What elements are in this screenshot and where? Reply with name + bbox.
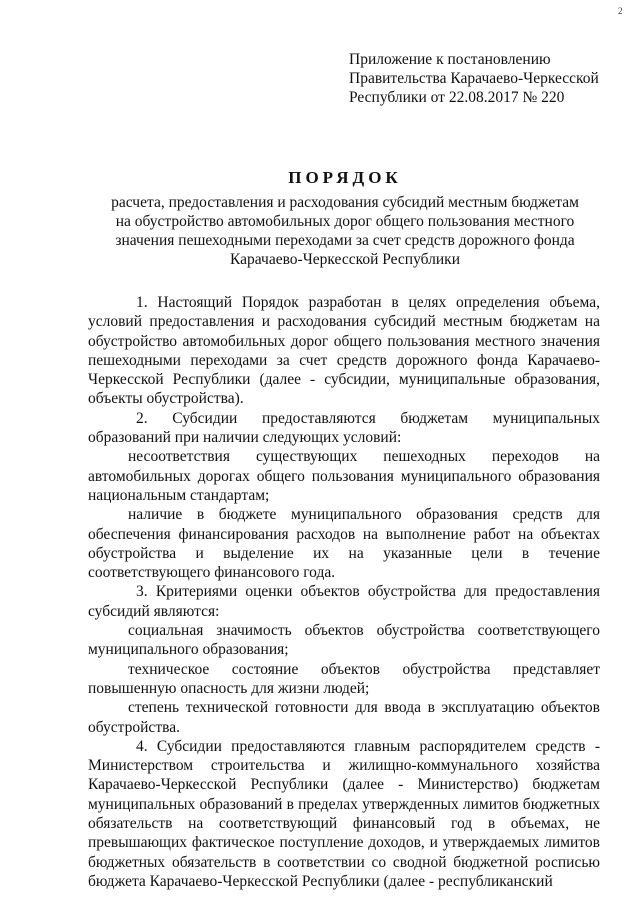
paragraph-2: 2. Субсидии предоставляются бюджетам муниципальных образований при наличии следующих условий: — [88, 409, 600, 447]
condition-item-1: несоответствия существующих пешеходных переходов на автомобильных дорогах общего пользования муниципального образования национальным стандартам; — [88, 448, 600, 504]
paragraph-3: 3. Критериями оценки объектов обустройства для предоставления субсидий являются: — [88, 583, 600, 620]
paragraph-1: 1. Настоящий Порядок разработан в целях определения объема, условий предоставления и расходования субсидий местным бюджетам на обустройство автомобильных дорог общего пользования местного значения пешеходными переходами за счет средств дорожного фонда Карачаево-Черкесской Республики (далее - субсидии, муниципальные образования, объекты обустройства). — [88, 294, 600, 408]
document-subtitle — [95, 193, 595, 269]
subtitle-line-2: на обустройство автомобильных дорог общего пользования местного — [115, 213, 575, 230]
page-number-mark: 2 — [618, 6, 623, 16]
document-title-block — [95, 168, 595, 269]
document-body — [88, 293, 600, 891]
criterion-item-2: техническое состояние объектов обустройства представляет повышенную опасность для жизни людей; — [88, 660, 600, 697]
criterion-item-1: социальная значимость объектов обустройства соответствующего муниципального образования; — [88, 622, 600, 659]
approval-header — [349, 50, 629, 107]
approval-line-3: Республики от 22.08.2017 № 220 — [349, 89, 565, 106]
subtitle-line-4: Карачаево-Черкесской Республики — [230, 251, 460, 268]
subtitle-line-3: значения пешеходными переходами за счет средств дорожного фонда — [115, 232, 575, 249]
approval-line-2: Правительства Карачаево-Черкесской — [349, 70, 599, 87]
document-heading: ПОРЯДОК — [288, 168, 402, 187]
approval-line-1: Приложение к постановлению — [349, 51, 551, 68]
subtitle-line-1: расчета, предоставления и расходования субсидий местным бюджетам — [111, 194, 579, 211]
condition-item-2: наличие в бюджете муниципального образования средств для обеспечения финансирования расходов на выполнение работ на объектах обустройства и выделение их на указанные цели в течение соответствующего финансового года. — [88, 506, 600, 582]
paragraph-4: 4. Субсидии предоставляются главным распорядителем средств - Министерством строительства и жилищно-коммунального хозяйства Карачаево-Черкесской Республики (далее - Министерство) бюджетам муниципальных образований в пределах утвержденных лимитов бюджетных обязательств на соответствующий финансовый год в объемах, не превышающих фактическое поступление доходов, и утверждаемых лимитов бюджетных обязательств в соответствии со сводной бюджетной росписью бюджета Карачаево-Черкесской Республики (далее - республиканский — [88, 737, 600, 890]
criterion-item-3: степень технической готовности для ввода в эксплуатацию объектов обустройства. — [88, 699, 600, 736]
